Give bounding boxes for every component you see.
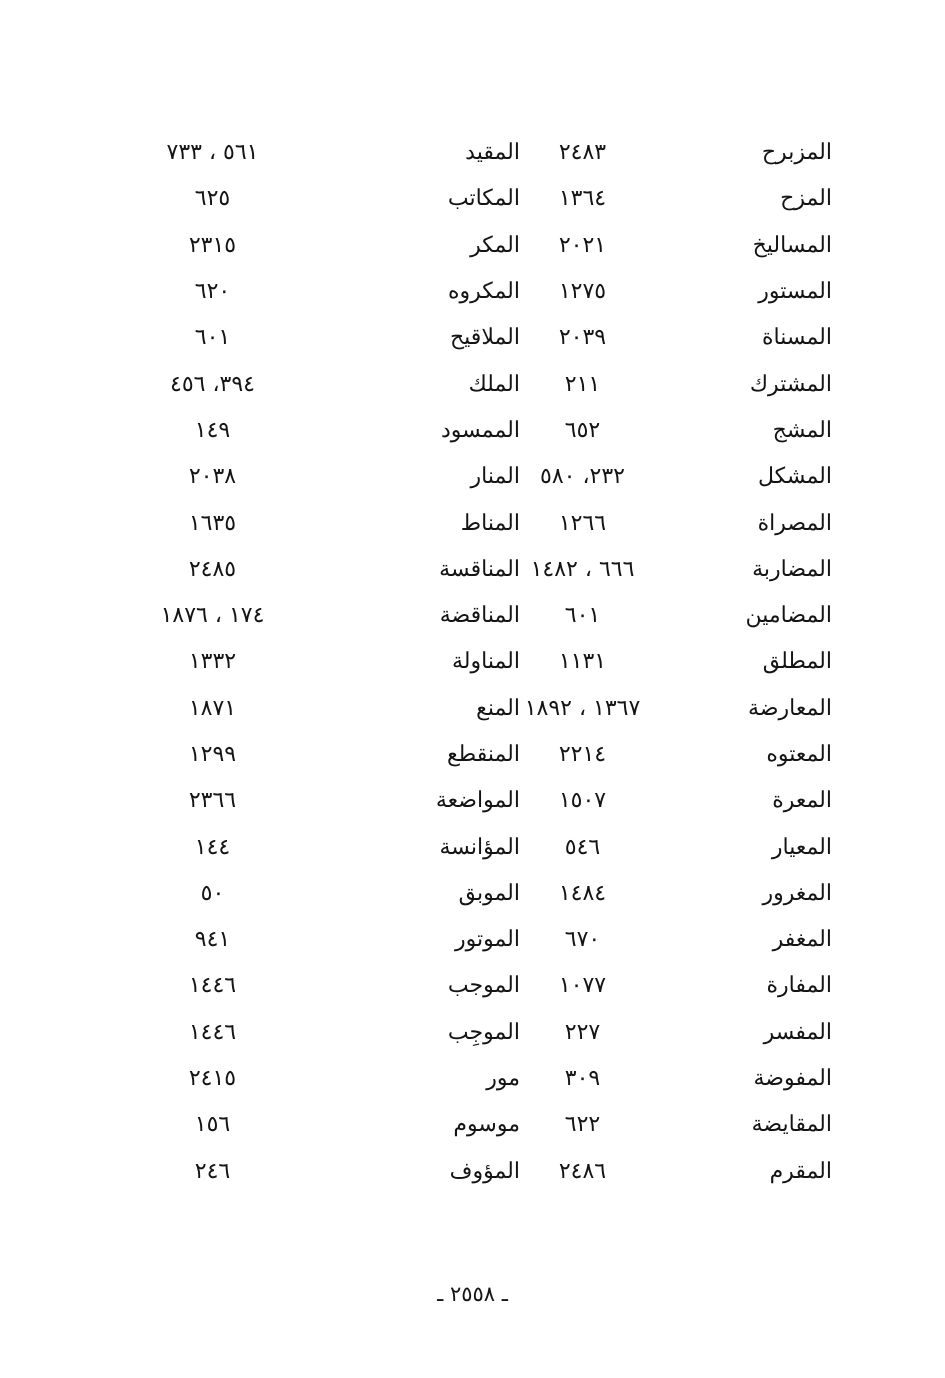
index-term-right: المغفر <box>772 927 832 953</box>
index-pages-right: ٦٢٢ <box>564 1112 601 1138</box>
index-pages-left: ١٤٤٦ <box>188 1019 237 1045</box>
index-pages-right: ٢٤٨٦ <box>558 1158 607 1184</box>
index-pages-right: ١٢٦٦ <box>558 510 607 536</box>
index-pages-right: ١٤٨٤ <box>558 880 607 906</box>
index-row <box>120 871 840 917</box>
index-pages-right: ٢٢٧ <box>564 1019 601 1045</box>
index-term-left: الموجِب <box>447 1019 520 1045</box>
index-pages-left: ١٤٤٦ <box>188 973 237 999</box>
index-pages-left: ٦٢٠ <box>194 279 231 305</box>
index-term-left: المواضعة <box>435 788 520 814</box>
index-row <box>120 361 840 407</box>
index-term-left: المقيد <box>465 140 520 166</box>
index-pages-left: ١٣٣٢ <box>188 649 237 675</box>
index-term-right: المعيار <box>771 834 832 860</box>
index-row <box>120 824 840 870</box>
index-term-right: المصراة <box>757 510 832 536</box>
index-pages-left: ٩٤١ <box>194 927 231 953</box>
index-row <box>120 963 840 1009</box>
index-term-right: المضاربة <box>752 556 832 582</box>
index-row <box>120 1010 840 1056</box>
index-pages-left: ١٤٤ <box>194 834 231 860</box>
index-term-right: المفوضة <box>753 1066 832 1092</box>
index-row <box>120 130 840 176</box>
index-row <box>120 454 840 500</box>
index-term-left: الموبق <box>458 880 520 906</box>
index-term-left: المناولة <box>452 649 520 675</box>
index-term-left: المكروه <box>448 279 520 305</box>
index-pages-left: ٣٩٤، ٤٥٦ <box>170 371 255 397</box>
index-row <box>120 269 840 315</box>
index-pages-right: ١٣٦٧ ، ١٨٩٢ <box>524 695 641 721</box>
index-row <box>120 1149 840 1195</box>
index-row <box>120 176 840 222</box>
index-pages-left: ٢٤٦ <box>194 1158 231 1184</box>
index-term-right: المساليخ <box>752 232 832 258</box>
index-pages-left: ٥٠ <box>200 880 225 906</box>
index-term-right: المغرور <box>762 880 832 906</box>
index-term-left: الملاقيح <box>449 325 520 351</box>
index-term-right: المضامين <box>745 603 832 629</box>
index-table <box>120 130 840 1195</box>
index-term-right: المقرم <box>769 1158 832 1184</box>
index-pages-right: ٦٦٦ ، ١٤٨٢ <box>530 556 635 582</box>
index-term-left: المنع <box>476 695 520 721</box>
index-term-right: المعتوه <box>766 742 832 767</box>
index-row <box>120 686 840 732</box>
index-pages-left: ٦٢٥ <box>194 186 231 212</box>
index-row <box>120 639 840 685</box>
index-pages-right: ٢٤٨٣ <box>558 140 607 166</box>
index-pages-right: ٢٠٣٩ <box>558 325 607 351</box>
index-row <box>120 408 840 454</box>
index-term-right: المعارضة <box>748 695 832 721</box>
index-row <box>120 1102 840 1148</box>
index-pages-right: ٢١١ <box>564 371 601 397</box>
index-term-right: المستور <box>758 279 832 305</box>
index-pages-right: ٥٤٦ <box>564 834 601 860</box>
index-pages-right: ١٢٧٥ <box>558 279 607 305</box>
index-row <box>120 1056 840 1102</box>
index-term-right: المطلق <box>762 649 832 675</box>
index-row <box>120 223 840 269</box>
index-term-right: المسناة <box>761 325 832 351</box>
index-term-left: المؤوف <box>449 1158 520 1184</box>
index-pages-left: ١٢٩٩ <box>188 742 237 767</box>
index-pages-right: ١٥٠٧ <box>558 788 607 814</box>
index-pages-right: ٢٠٢١ <box>558 232 607 258</box>
index-row <box>120 547 840 593</box>
index-term-right: المعرة <box>772 788 832 814</box>
index-pages-right: ١٣٦٤ <box>558 186 607 212</box>
index-pages-left: ١٤٩ <box>194 417 231 443</box>
index-term-left: المناقسة <box>439 556 520 582</box>
index-pages-left: ٢٤٨٥ <box>188 556 237 582</box>
index-pages-left: ١٥٦ <box>194 1112 231 1138</box>
index-pages-left: ٢٣١٥ <box>188 232 237 258</box>
index-pages-right: ٦٧٠ <box>564 927 601 953</box>
index-term-right: المقايضة <box>751 1112 832 1138</box>
index-term-right: المشج <box>772 417 832 443</box>
index-pages-left: ٥٦١ ، ٧٣٣ <box>166 140 259 166</box>
index-term-right: المشترك <box>749 371 832 397</box>
index-term-right: المفارة <box>766 973 832 999</box>
index-pages-right: ٦٥٢ <box>564 417 601 443</box>
index-term-left: موسوم <box>453 1112 520 1138</box>
index-term-left: المؤانسة <box>439 834 520 860</box>
index-term-left: مور <box>486 1066 520 1092</box>
index-term-left: المناقضة <box>439 603 520 629</box>
index-term-left: المكر <box>470 232 520 258</box>
index-term-right: المفسر <box>763 1019 832 1045</box>
index-pages-left: ٢٠٣٨ <box>188 464 237 490</box>
index-pages-left: ١٨٧١ <box>188 695 237 721</box>
index-pages-left: ٢٣٦٦ <box>188 788 237 814</box>
index-term-left: المكاتب <box>447 186 520 212</box>
index-term-left: الممسود <box>440 417 520 443</box>
index-row <box>120 593 840 639</box>
index-pages-right: ٦٠١ <box>564 603 601 629</box>
index-term-left: الموجب <box>447 973 520 999</box>
index-term-right: المزح <box>780 186 832 212</box>
index-pages-left: ٢٤١٥ <box>188 1066 237 1092</box>
index-pages-right: ٢٣٢، ٥٨٠ <box>540 464 625 490</box>
index-term-left: المنار <box>470 464 520 490</box>
page-number: ـ ٢٥٥٨ ـ <box>437 1282 508 1306</box>
index-row <box>120 315 840 361</box>
index-pages-left: ١٦٣٥ <box>188 510 237 536</box>
index-row <box>120 917 840 963</box>
index-term-right: المشكل <box>758 464 832 490</box>
index-pages-right: ١١٣١ <box>558 649 607 675</box>
index-pages-right: ١٠٧٧ <box>558 973 607 999</box>
index-pages-left: ١٧٤ ، ١٨٧٦ <box>160 603 265 629</box>
index-pages-left: ٦٠١ <box>194 325 231 351</box>
index-term-left: المنقطع <box>446 742 520 767</box>
index-term-left: الموتور <box>454 927 520 953</box>
index-pages-right: ٣٠٩ <box>564 1066 601 1092</box>
index-row <box>120 500 840 546</box>
index-term-right: المزبرح <box>761 140 832 166</box>
index-term-left: المناط <box>460 510 520 536</box>
index-pages-right: ٢٢١٤ <box>558 742 607 767</box>
index-row <box>120 732 840 778</box>
index-term-left: الملك <box>468 371 520 397</box>
index-row <box>120 778 840 824</box>
